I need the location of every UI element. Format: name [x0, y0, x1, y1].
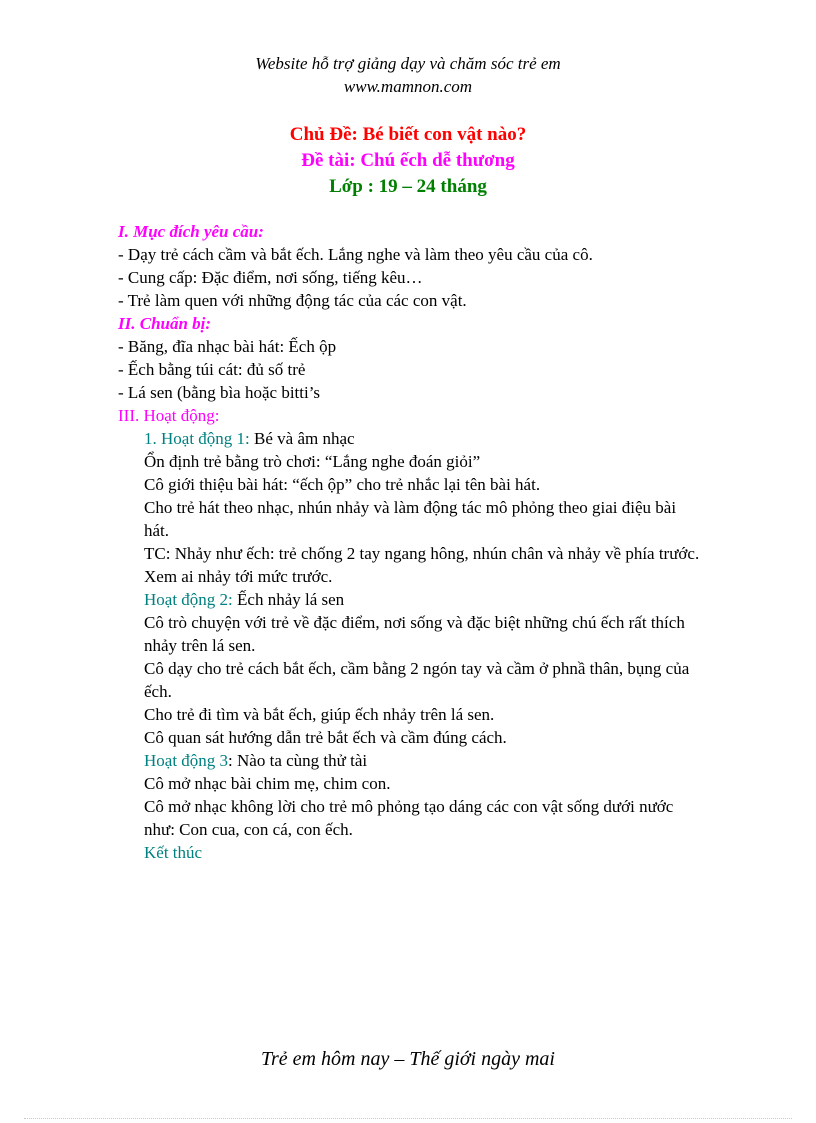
- section-activities-heading: III. Hoạt động:: [118, 406, 220, 425]
- activity-2-label: Hoạt động 2:: [144, 590, 233, 609]
- class-title: Lớp : 19 – 24 tháng: [329, 176, 487, 197]
- activity-3-heading: [118, 749, 718, 772]
- section-preparation-heading: II. Chuẩn bị:: [118, 314, 212, 333]
- preparation-item: - Băng, đĩa nhạc bài hát: Ếch ộp: [118, 337, 337, 356]
- preparation-item: - Lá sen (bằng bìa hoặc bitti’s: [118, 383, 321, 402]
- activity-1-title: Bé và âm nhạc: [249, 429, 355, 448]
- lesson-body: [118, 220, 718, 864]
- activity-2-heading: [118, 588, 718, 611]
- section-objectives-heading: I. Mục đích yêu cầu:: [118, 222, 264, 241]
- subject-title: Đề tài: Chú ếch dễ thương: [301, 150, 515, 171]
- preparation-item: - Ếch bằng túi cát: đủ số trẻ: [118, 360, 306, 379]
- activity-2-line: Cô trò chuyện với trẻ về đặc điểm, nơi sống và đặc biệt những chú ếch rất thích nhảy trên lá sen.: [144, 613, 685, 655]
- topic-title: Chủ Đề: Bé biết con vật nào?: [289, 124, 527, 145]
- activity-1-line: TC: Nhảy như ếch: trẻ chống 2 tay ngang hông, nhún chân và nhảy về phía trước. Xem ai nhảy tới mức trước.: [144, 544, 700, 586]
- activity-3-line: Cô mở nhạc bài chim mẹ, chim con.: [144, 774, 391, 793]
- objective-item: - Dạy trẻ cách cầm và bắt ếch. Lắng nghe và làm theo yêu cầu của cô.: [118, 245, 593, 264]
- lesson-titles: [0, 122, 816, 200]
- ending-label: Kết thúc: [144, 843, 203, 862]
- activity-2-line: Cô dạy cho trẻ cách bắt ếch, cầm bằng 2 ngón tay và cầm ở phnầ thân, bụng của ếch.: [144, 659, 690, 701]
- header-website-line: Website hỗ trợ giảng dạy và chăm sóc trẻ em: [255, 54, 561, 73]
- activity-1-label: 1. Hoạt động 1:: [144, 429, 250, 448]
- objective-item: - Trẻ làm quen với những động tác của các con vật.: [118, 291, 467, 310]
- page-header: [0, 52, 816, 98]
- activity-2-line: Cho trẻ đi tìm và bắt ếch, giúp ếch nhảy trên lá sen.: [144, 705, 495, 724]
- activity-3-line: Cô mở nhạc không lời cho trẻ mô phỏng tạo dáng các con vật sống dưới nước như: Con cua, con cá, con ếch.: [144, 797, 674, 839]
- activity-1-heading: [118, 427, 718, 450]
- activity-2-title: Ếch nhảy lá sen: [232, 590, 345, 609]
- footer-slogan: Trẻ em hôm nay – Thế giới ngày mai: [261, 1048, 555, 1070]
- activity-2-line: Cô quan sát hướng dẫn trẻ bắt ếch và cầm đúng cách.: [144, 728, 507, 747]
- objective-item: - Cung cấp: Đặc điểm, nơi sống, tiếng kêu…: [118, 268, 423, 287]
- header-url-line: www.mamnon.com: [343, 77, 473, 96]
- activity-1-line: Cô giới thiệu bài hát: “ếch ộp” cho trẻ nhắc lại tên bài hát.: [144, 475, 541, 494]
- bottom-divider: [24, 1118, 792, 1119]
- activity-1-line: Ổn định trẻ bằng trò chơi: “Lắng nghe đoán giỏi”: [144, 452, 481, 471]
- activity-3-title: : Nào ta cùng thử tài: [228, 751, 368, 770]
- activity-3-label: Hoạt động 3: [144, 751, 229, 770]
- activity-1-line: Cho trẻ hát theo nhạc, nhún nhảy và làm động tác mô phỏng theo giai điệu bài hát.: [144, 498, 677, 540]
